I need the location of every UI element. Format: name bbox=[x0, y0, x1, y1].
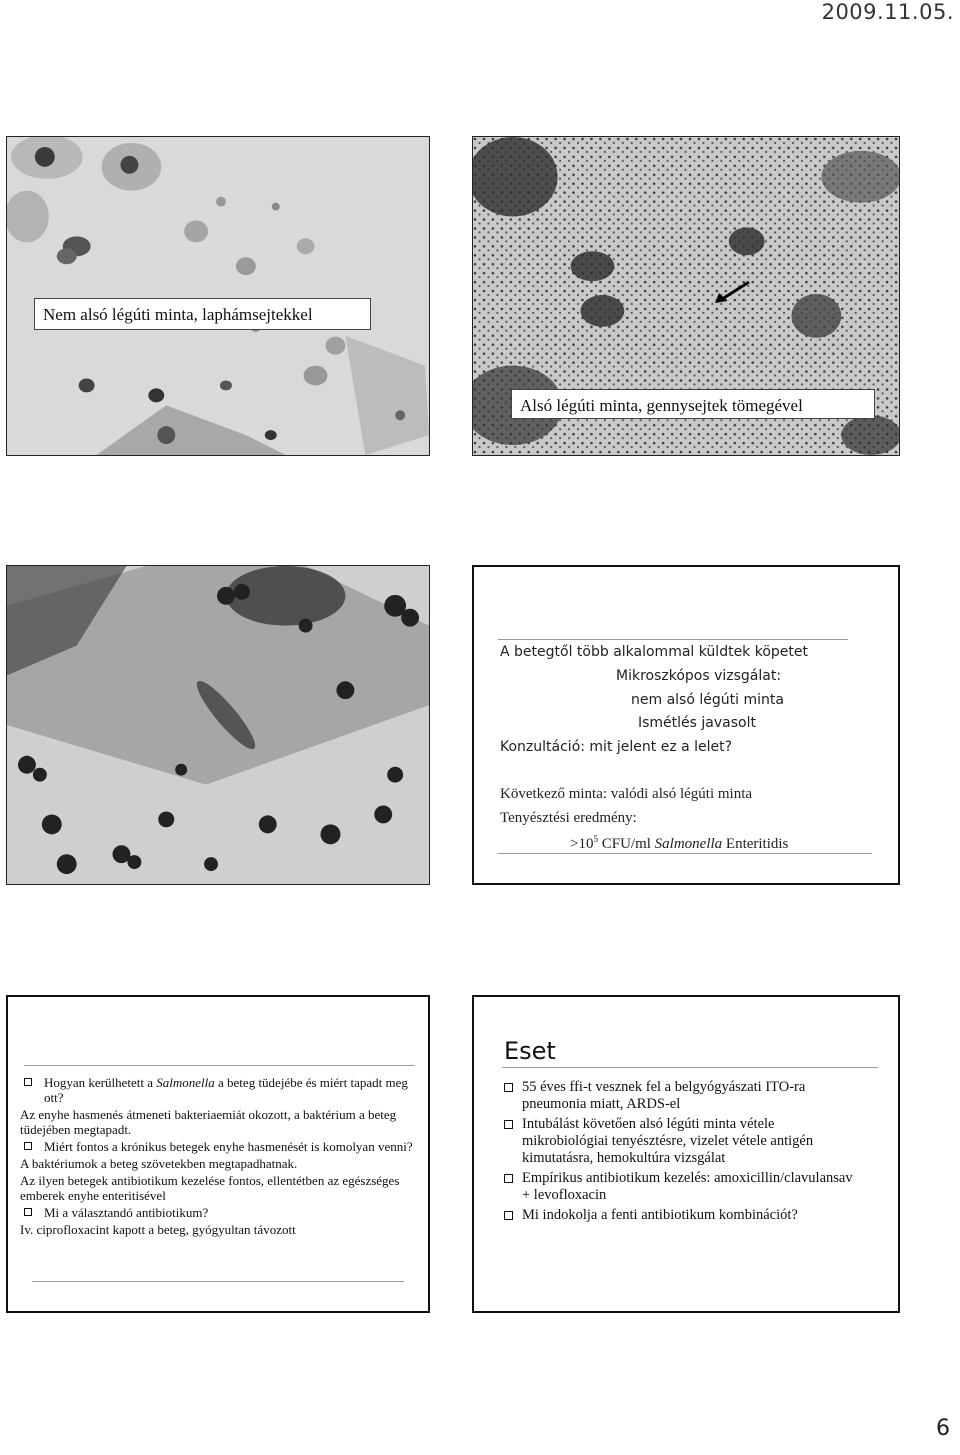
text-line-5: Konzultáció: mit jelent ez a lelet? bbox=[500, 739, 733, 755]
checkbox-bullet-icon bbox=[24, 1142, 32, 1150]
top-rule bbox=[24, 1065, 414, 1066]
list-item: Miért fontos a krónikus betegek enyhe hasmenését is komolyan venni? bbox=[20, 1139, 420, 1154]
microscopy-neutrophils-image bbox=[7, 566, 429, 884]
checkbox-bullet-icon bbox=[504, 1083, 513, 1092]
text-line-4: Ismétlés javasolt bbox=[638, 715, 756, 731]
checkbox-bullet-icon bbox=[24, 1078, 32, 1086]
microscopy-squamous-cells-image bbox=[7, 137, 429, 455]
top-rule bbox=[498, 639, 848, 640]
culture-result bbox=[570, 834, 788, 853]
checkbox-bullet-icon bbox=[504, 1120, 513, 1129]
list-item: Hogyan kerülhetett a Salmonella a beteg tüdejébe és miért tapadt meg ott? bbox=[20, 1075, 420, 1105]
result-genus: Salmonella bbox=[654, 836, 723, 852]
result-exponent: 5 bbox=[593, 834, 598, 844]
text-line-6: Következő minta: valódi alsó légúti minta bbox=[500, 786, 753, 802]
document-date: 2009.11.05. bbox=[821, 0, 954, 24]
slide-pus-cells bbox=[472, 136, 900, 456]
result-prefix: >10 bbox=[570, 836, 594, 852]
text-line-3: nem alsó légúti minta bbox=[631, 692, 784, 708]
case-list bbox=[498, 1079, 858, 1227]
slide-eset bbox=[472, 995, 900, 1313]
checkbox-bullet-icon bbox=[504, 1211, 513, 1220]
list-item: Az enyhe hasmenés átmeneti bakteriaemiát okozott, a baktérium a beteg tüdejében megtapadt. bbox=[20, 1107, 397, 1137]
list-item: Empírikus antibiotikum kezelés: amoxicillin/clavulansav + levofloxacin bbox=[498, 1170, 858, 1204]
list-item: Mi indokolja a fenti antibiotikum kombinációt? bbox=[498, 1207, 858, 1224]
bottom-rule bbox=[498, 853, 872, 854]
arrow-pointer-icon bbox=[713, 279, 753, 305]
text-line-1: A betegtől több alkalommal küldtek köpetet bbox=[500, 644, 808, 660]
slide-case-text bbox=[472, 565, 900, 885]
result-serovar: Enteritidis bbox=[722, 836, 789, 852]
slide-title: Eset bbox=[504, 1037, 556, 1065]
text-line-2: Mikroszkópos vizsgálat: bbox=[616, 668, 782, 684]
slide-squamous-cells bbox=[6, 136, 430, 456]
list-item: 55 éves ffi-t vesznek fel a belgyógyászati ITO-ra pneumonia miatt, ARDS-el bbox=[498, 1079, 858, 1113]
bottom-rule bbox=[32, 1281, 404, 1282]
list-item: Iv. ciprofloxacint kapott a beteg, gyógyultan távozott bbox=[20, 1222, 296, 1237]
question-list bbox=[20, 1075, 420, 1239]
result-unit: CFU/ml bbox=[597, 836, 655, 852]
title-rule bbox=[502, 1067, 878, 1068]
slide-neutrophils bbox=[6, 565, 430, 885]
list-item: Az ilyen betegek antibiotikum kezelése fontos, ellentétben az egészséges emberek enyhe enteritisével bbox=[20, 1173, 400, 1203]
checkbox-bullet-icon bbox=[504, 1174, 513, 1183]
text-line-7: Tenyésztési eredmény: bbox=[500, 810, 637, 826]
caption-squamous: Nem alsó légúti minta, laphámsejtekkel bbox=[34, 298, 371, 330]
caption-pus: Alsó légúti minta, gennysejtek tömegével bbox=[511, 389, 875, 419]
list-item: Mi a választandó antibiotikum? bbox=[20, 1205, 420, 1220]
slide-questions bbox=[6, 995, 430, 1313]
list-item: Intubálást követően alsó légúti minta vétele mikrobiológiai tenyésztésre, vizelet vétele antigén kimutatásra, hemokultúra vizsgálat bbox=[498, 1116, 858, 1167]
checkbox-bullet-icon bbox=[24, 1208, 32, 1216]
list-item: A baktériumok a beteg szövetekben megtapadhatnak. bbox=[20, 1156, 298, 1171]
page-number: 6 bbox=[936, 1416, 950, 1441]
